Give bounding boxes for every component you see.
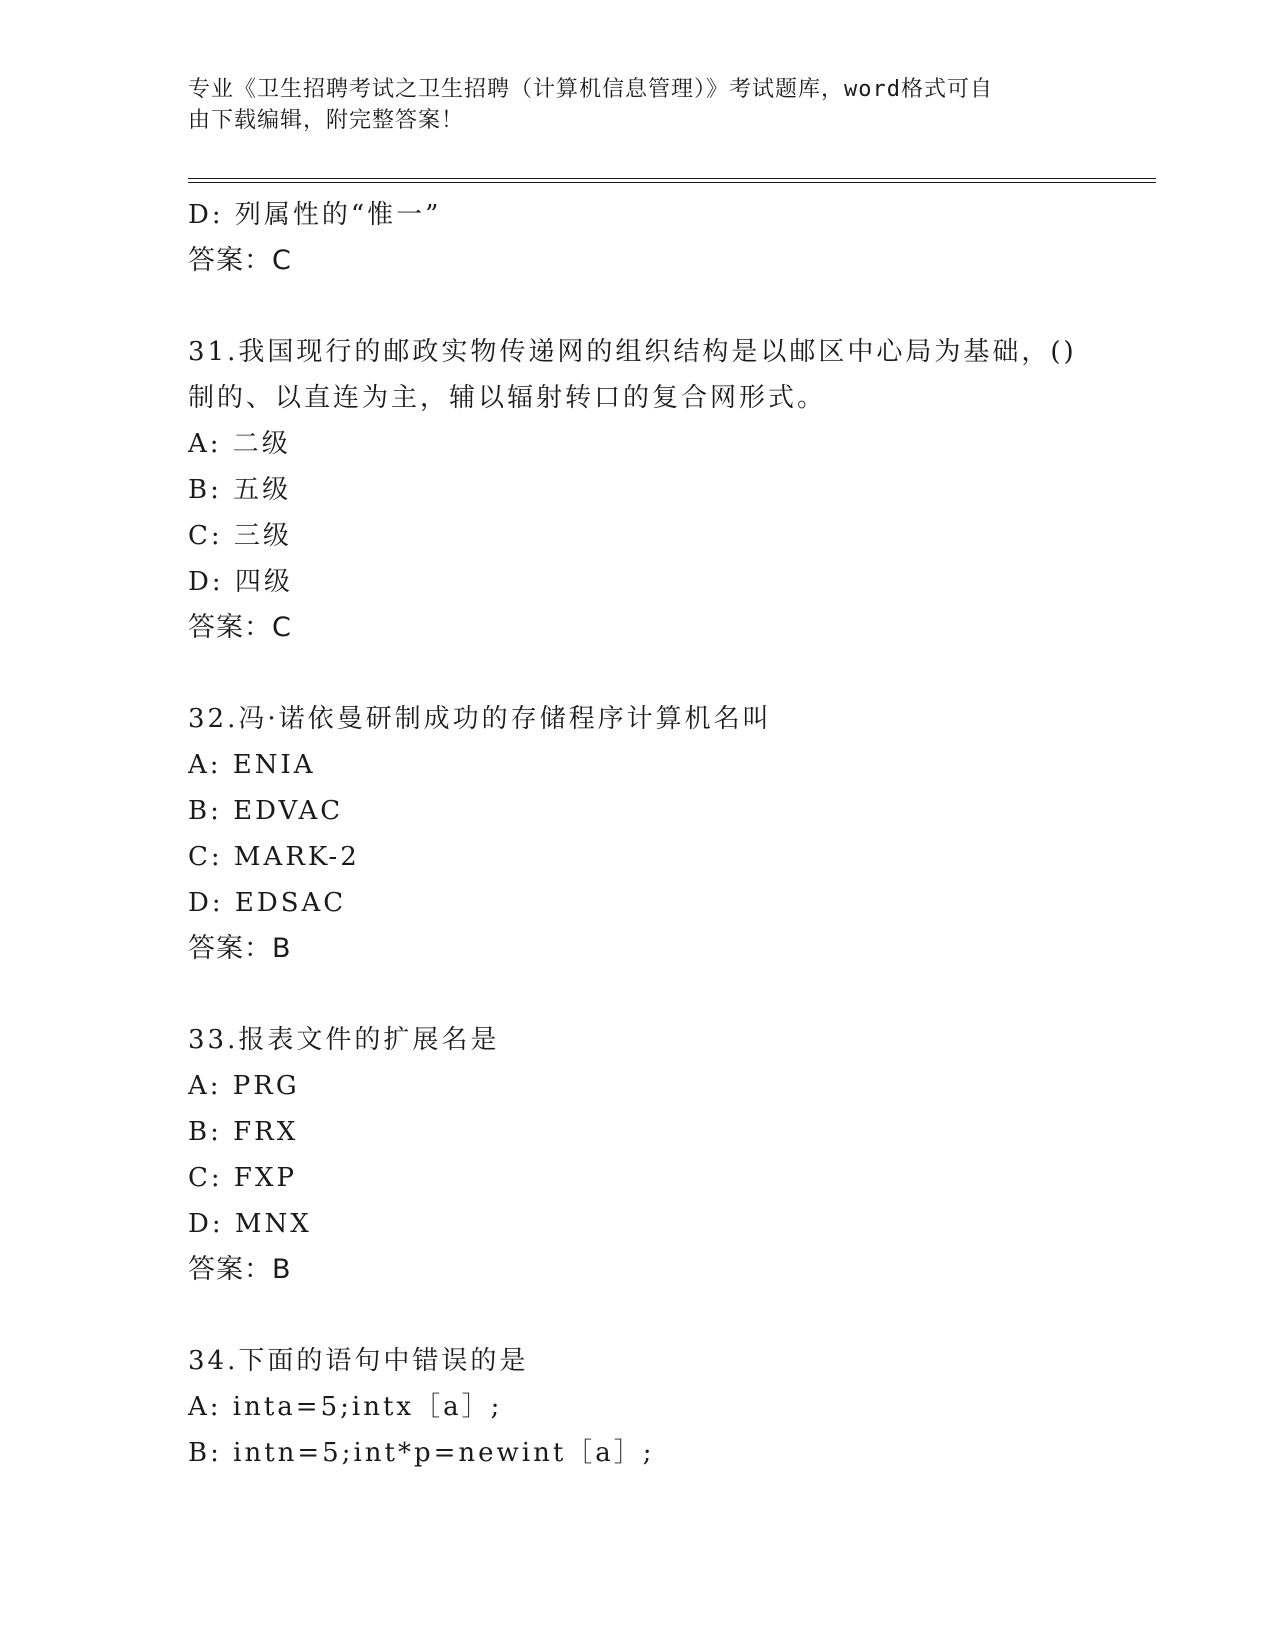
option-a: A: PRG: [188, 1071, 300, 1101]
spacer: [188, 972, 1088, 1017]
spacer: [188, 1293, 1088, 1338]
question-stem: 32.冯·诺依曼研制成功的存储程序计算机名叫: [188, 704, 772, 734]
spacer: [188, 284, 1088, 329]
question-stem: 制的、以直连为主，辅以辐射转口的复合网形式。: [188, 383, 827, 413]
question-34: [188, 1338, 1088, 1476]
option-c: C: 三级: [188, 521, 292, 551]
question-stem: 34.下面的语句中错误的是: [188, 1346, 529, 1376]
document-header: [188, 74, 1068, 136]
option-a: A: 二级: [188, 429, 291, 459]
question-33: [188, 1017, 1088, 1293]
option-d: D: EDSAC: [188, 888, 347, 918]
option-c: C: FXP: [188, 1163, 297, 1193]
option-a: A: inta=5;intx［a］;: [188, 1392, 503, 1422]
option-b: B: 五级: [188, 475, 292, 505]
header-line-2: 由下载编辑，附完整答案！: [188, 108, 465, 133]
option-d: D: MNX: [188, 1209, 312, 1239]
question-stem: 31.我国现行的邮政实物传递网的组织结构是以邮区中心局为基础，(): [188, 337, 1077, 367]
header-divider: [188, 178, 1156, 183]
question-stem: 33.报表文件的扩展名是: [188, 1025, 500, 1055]
option-b: B: EDVAC: [188, 796, 344, 826]
question-list: [188, 192, 1088, 1476]
answer-line: 答案：C: [188, 245, 292, 276]
option-c: C: MARK-2: [188, 842, 360, 872]
spacer: [188, 651, 1088, 696]
option-a: A: ENIA: [188, 750, 316, 780]
answer-line: 答案：C: [188, 612, 292, 643]
question-32: [188, 696, 1088, 972]
option-b: B: FRX: [188, 1117, 299, 1147]
answer-line: 答案：B: [188, 933, 292, 964]
question-31: [188, 329, 1088, 651]
header-line-1: 专业《卫生招聘考试之卫生招聘（计算机信息管理）》考试题库，word格式可自: [188, 77, 993, 102]
option-b: B: intn=5;int*p=newint［a］;: [188, 1438, 655, 1468]
answer-line: 答案：B: [188, 1254, 292, 1285]
option-d: D: 四级: [188, 567, 293, 597]
option-d: D: 列属性的“惟一”: [188, 200, 442, 230]
